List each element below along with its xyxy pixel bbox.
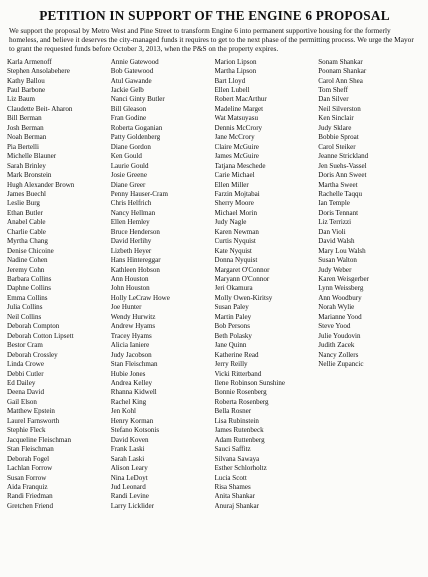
signer-name: Maryann O'Connor	[214, 275, 270, 284]
signer-name: Dennis McCrory	[214, 123, 263, 132]
signer-name: Judy Jacobson	[110, 350, 152, 359]
signer-name: Ann Houston	[110, 275, 149, 284]
signer-name: Rachelle Taqqu	[318, 189, 363, 198]
signer-name: Nellie Zupancic	[318, 360, 364, 369]
signer-name: Deborah Compton	[7, 322, 60, 331]
signer-name: Joe Hunter	[110, 303, 142, 312]
signer-name: Gail Elson	[7, 397, 37, 406]
signer-name: Adam Ruttenberg	[214, 435, 265, 444]
signer-name: Hugh Alexander Brown	[7, 180, 75, 189]
signer-name: Lizbeth Heyer	[110, 246, 152, 255]
signer-name: Kathy Ballou	[7, 76, 45, 85]
signer-name: Larry Licklider	[110, 501, 154, 510]
signer-name: Susan Forrow	[7, 473, 47, 482]
signature-column-1	[7, 58, 111, 512]
signature-column-2	[111, 58, 215, 512]
signer-name: Bart Lloyd	[214, 76, 246, 85]
signer-name: Ken Sinclair	[318, 114, 354, 123]
signer-name: Jen Kohl	[110, 407, 136, 416]
signer-name: Tracey Hyams	[110, 331, 152, 340]
signer-name: Josh Berman	[7, 123, 44, 132]
signer-name: Mark Bronstein	[7, 171, 52, 180]
signer-name: Lisa Rubinstein	[214, 416, 259, 425]
signer-name: Jane McCrory	[214, 133, 255, 142]
signer-name: Ed Dailey	[7, 379, 36, 388]
signer-name: Alison Leary	[110, 464, 148, 473]
signer-name: Roberta Rosenberg	[214, 397, 269, 406]
signer-name: Deborah Cotton Lipsett	[7, 331, 74, 340]
signer-name: Judith Zacek	[318, 341, 355, 350]
signer-name: Kathleen Hobson	[110, 265, 160, 274]
signer-name: Judy Weber	[318, 265, 352, 274]
signer-name: Silvana Sawaya	[214, 454, 260, 463]
signer-name: Nanci Ginty Butler	[110, 95, 165, 104]
signer-name: Patty Goldenberg	[110, 133, 161, 142]
signer-name: Lucia Scott	[214, 473, 247, 482]
signer-name: James Rutenbeck	[214, 426, 264, 435]
signer-name: Frank Laski	[110, 445, 145, 454]
signer-name: Nancy Zollers	[318, 350, 359, 359]
signer-name: Lachlan Forrow	[7, 464, 53, 473]
signer-name: Myrtha Chang	[7, 237, 48, 246]
signer-name: Debbi Cutler	[7, 369, 44, 378]
signer-name: Carie Michael	[214, 171, 255, 180]
signer-name: Randi Friedman	[7, 492, 53, 501]
signer-name: Kate Nyquist	[214, 246, 252, 255]
signer-name: Laurel Farnsworth	[7, 416, 60, 425]
petition-intro: We support the proposal by Metro West and Pine Street to transform Engine 6 into permanent supportive housing for the formerly homeless, and believe it deserves the city-managed funds it requires to get to the next phase of the permitting process. We urge the Mayor to grant the requested funds before October 3, 2013, when the P&S on the property expires.	[9, 26, 414, 54]
signer-name: Steve Yood	[318, 322, 351, 331]
signer-name: Barbara Collins	[7, 275, 52, 284]
signer-name: Nadine Cohen	[7, 256, 48, 265]
signer-name: Sarah Brinley	[7, 161, 46, 170]
signer-name: Pia Bertelli	[7, 142, 39, 151]
signer-name: Jeri Okamura	[214, 284, 253, 293]
signer-name: Vicki Ritterband	[214, 369, 262, 378]
signer-name: Susan Walton	[318, 256, 357, 265]
signer-name: Holly LeCraw Howe	[110, 293, 170, 302]
signer-name: Stephen Ansolabehere	[7, 67, 70, 76]
signer-name: Sherry Moore	[214, 199, 254, 208]
signer-name: Penny Hauser-Cram	[110, 189, 168, 198]
signer-name: Julia Collins	[7, 303, 43, 312]
signer-name: Jud Leonard	[110, 483, 146, 491]
signer-name: Roberta Goganian	[110, 123, 163, 132]
signer-name: Farzin Mojtabai	[214, 189, 260, 198]
signer-name: Katherine Read	[214, 350, 259, 359]
signer-name: Wendy Hurwitz	[110, 312, 156, 321]
signer-name: Diane Greer	[110, 180, 146, 189]
signer-name: Tatjana Meschede	[214, 161, 266, 170]
signer-name: David Koven	[110, 435, 149, 444]
petition-title: PETITION IN SUPPORT OF THE ENGINE 6 PROPOSAL	[39, 8, 390, 23]
signer-name: Randi Levine	[110, 492, 149, 501]
signer-name: Paul Barbone	[7, 85, 46, 94]
signer-name: Curtis Nyquist	[214, 237, 256, 246]
signer-name: Jane Quinn	[214, 341, 247, 350]
signer-name: Bruce Henderson	[110, 227, 160, 236]
signer-name: Gretchen Friend	[7, 501, 53, 510]
signer-name: Laurie Gould	[110, 161, 149, 170]
signer-name: Atul Gawande	[110, 76, 152, 85]
signer-name: Michael Morin	[214, 208, 257, 217]
signer-name: Julie Youdovin	[318, 331, 361, 340]
signer-name: Doris Tennant	[318, 208, 359, 217]
signer-name: Emma Collins	[7, 293, 48, 302]
signer-name: Deborah Crossley	[7, 350, 58, 359]
signer-name: Anuraj Shankar	[214, 501, 259, 510]
signer-name: Noah Berman	[7, 133, 47, 142]
signer-name: Bonnie Rosenberg	[214, 388, 267, 397]
signer-name: Mary Lou Walsh	[318, 246, 366, 255]
signer-name: Diane Gordon	[110, 142, 151, 151]
signer-name: Ann Woodbury	[318, 293, 362, 302]
signer-name: Sarah Laski	[110, 454, 145, 463]
signer-name: Madeline Marget	[214, 104, 264, 113]
signer-name: Stephie Fleck	[7, 426, 46, 435]
signer-name: Linda Crowe	[7, 360, 44, 369]
signer-name: Tom Sheff	[318, 85, 348, 94]
signer-name: Ethan Butler	[7, 208, 43, 217]
signer-name: Martha Sweet	[318, 180, 358, 189]
signer-name: Sauci Saffitz	[214, 445, 251, 454]
signer-name: David Herlihy	[110, 237, 152, 246]
signer-name: Judy Sklare	[318, 123, 352, 132]
signer-name: John Houston	[110, 284, 150, 293]
signer-name: Josie Greene	[110, 171, 147, 180]
signer-name: Robert MacArthur	[214, 95, 267, 104]
signer-name: Risa Shames	[214, 483, 251, 491]
signer-name: Hans Hintereggar	[110, 256, 161, 265]
signer-name: Bestor Cram	[7, 341, 43, 350]
signer-name: Rhanna Kidwell	[110, 388, 157, 397]
signer-name: Karen Newman	[214, 227, 259, 236]
signer-name: Ellen Lubell	[214, 85, 250, 94]
signer-name: Anabel Cable	[7, 218, 46, 227]
signer-name: Andrea Kelley	[110, 379, 153, 388]
signatures-grid	[7, 58, 422, 512]
signer-name: Neil Silverston	[318, 104, 361, 113]
signer-name: Donna Nyquist	[214, 256, 258, 265]
signer-name: Susan Paley	[214, 303, 249, 312]
signer-name: Carol Steiker	[318, 142, 356, 151]
signer-name: Nina LeDoyt	[110, 473, 148, 482]
signer-name: Chris Helfrich	[110, 199, 152, 208]
signer-name: Bobbie Sproat	[318, 133, 359, 142]
signer-name: Bob Persons	[214, 322, 250, 331]
signer-name: Neil Collins	[7, 312, 42, 321]
signer-name: Matthew Epstein	[7, 407, 55, 416]
signature-column-4	[318, 58, 422, 512]
signer-name: David Walsh	[318, 237, 355, 246]
signer-name: Ellen Miller	[214, 180, 249, 189]
signer-name: Stan Fleischman	[7, 445, 54, 454]
signer-name: Dan Violi	[318, 227, 346, 236]
signer-name: Charlie Cable	[7, 227, 46, 236]
signer-name: Alicia Ianiere	[110, 341, 150, 350]
signer-name: Beth Polasky	[214, 331, 252, 340]
signer-name: Norah Wylie	[318, 303, 355, 312]
signer-name: Bill Berman	[7, 114, 42, 123]
signer-name: Stefano Kotsonis	[110, 426, 160, 435]
signer-name: Doris Ann Sweet	[318, 171, 367, 180]
signer-name: Anita Shankar	[214, 492, 256, 501]
signer-name: Esther Schlorholtz	[214, 464, 267, 473]
signer-name: Jackie Gelb	[110, 85, 144, 94]
signer-name: Leslie Burg	[7, 199, 40, 208]
signer-name: Ken Gould	[110, 152, 142, 161]
signer-name: Bob Gatewood	[110, 67, 154, 76]
signer-name: Lynn Weissberg	[318, 284, 364, 293]
signer-name: Ellen Hemley	[110, 218, 150, 227]
signer-name: Nancy Hellman	[110, 208, 156, 217]
signer-name: Jerry Reilly	[214, 360, 248, 369]
signer-name: Marion Lipson	[214, 57, 257, 66]
signer-name: Molly Owen-Kiritsy	[214, 293, 273, 302]
signature-column-3	[215, 58, 319, 512]
signer-name: Judy Nagle	[214, 218, 247, 227]
signer-name: Carol Ann Shea	[318, 76, 363, 85]
signer-name: Denise Chicoine	[7, 246, 54, 255]
signer-name: Ilene Robinson Sunshine	[214, 379, 285, 388]
signer-name: Stan Fleischman	[110, 360, 158, 369]
signer-name: Hubie Jones	[110, 369, 146, 378]
signer-name: Deena David	[7, 388, 44, 397]
signer-name: Jeanne Strickland	[318, 152, 369, 161]
signer-name: Aida Franquiz	[7, 483, 48, 491]
signer-name: Annie Gatewood	[110, 57, 159, 66]
signer-name: Jeremy Cohn	[7, 265, 45, 274]
signer-name: James Buechl	[7, 189, 46, 198]
signer-name: Karen Weisgerber	[318, 275, 370, 284]
signer-name: Rachel King	[110, 397, 147, 406]
signer-name: Claire McGuire	[214, 142, 259, 151]
signer-name: Jacqueline Fleischman	[7, 435, 71, 444]
signer-name: Dan Silver	[318, 95, 349, 104]
signer-name: Marianne Yood	[318, 312, 362, 321]
signer-name: Jen Suehs-Vassel	[318, 161, 367, 170]
signer-name: Daphne Collins	[7, 284, 52, 293]
signer-name: Liz Baum	[7, 95, 35, 104]
signer-name: Michelle Blauner	[7, 152, 57, 161]
signer-name: Andrew Hyams	[110, 322, 156, 331]
signer-name: Martha Lipson	[214, 67, 257, 76]
signer-name: Wat Matsuyasu	[214, 114, 258, 123]
signer-name: Margaret O'Connor	[214, 265, 270, 274]
signer-name: James McGuire	[214, 152, 259, 161]
signer-name: Bella Rosner	[214, 407, 252, 416]
signer-name: Karla Armenoff	[7, 57, 52, 66]
signer-name: Claudette Beit- Aharon	[7, 104, 73, 113]
signer-name: Sonam Shankar	[318, 57, 363, 66]
signer-name: Poonam Shankar	[318, 67, 367, 76]
signer-name: Bill Gleason	[110, 104, 147, 113]
signer-name: Liz Terrizzi	[318, 218, 352, 227]
signer-name: Deborah Fogel	[7, 454, 50, 463]
signer-name: Henry Korman	[110, 416, 154, 425]
signer-name: Fran Godine	[110, 114, 147, 123]
signer-name: Martin Paley	[214, 312, 252, 321]
signer-name: Ian Temple	[318, 199, 350, 208]
